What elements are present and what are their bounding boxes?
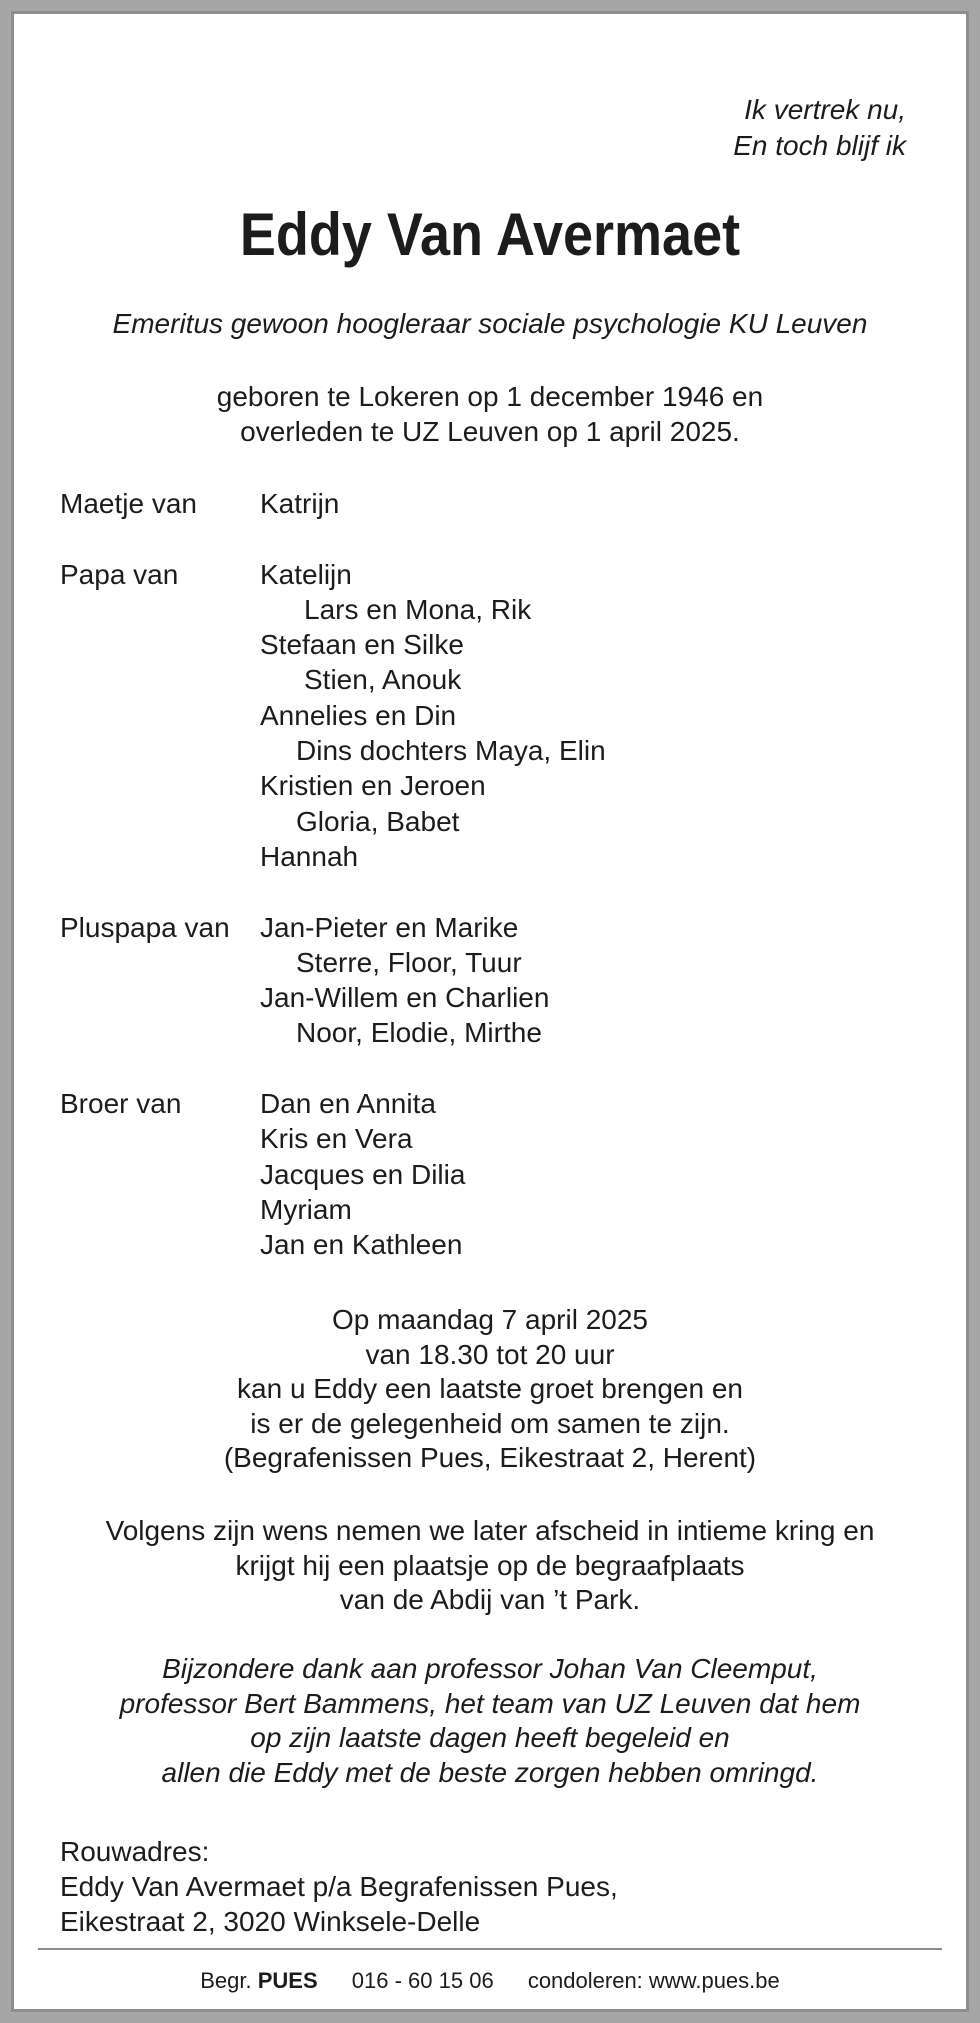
- address-line: Eddy Van Avermaet p/a Begrafenissen Pues,: [60, 1871, 618, 1902]
- family-list: [60, 486, 606, 1298]
- family-member: Jan en Kathleen: [260, 1229, 463, 1261]
- visitation-line: kan u Eddy een laatste groet brengen en: [237, 1373, 743, 1404]
- thanks-line: Bijzondere dank aan professor Johan Van Cleemput,: [162, 1653, 818, 1684]
- family-member: Stefaan en Silke: [260, 629, 464, 661]
- family-member: Myriam: [260, 1193, 352, 1225]
- wish-line: krijgt hij een plaatsje op de begraafplaats: [235, 1549, 745, 1581]
- family-group-partner: [60, 486, 606, 521]
- family-member: Katrijn: [260, 488, 340, 519]
- professional-title: Emeritus gewoon hoogleraar sociale psychologie KU Leuven: [112, 308, 868, 339]
- family-member: Jan-Pieter en Marike: [260, 911, 519, 943]
- motto: [733, 92, 906, 164]
- family-member: Lars en Mona, Rik: [304, 593, 532, 625]
- footer-condolences: condoleren: www.pues.be: [527, 1968, 780, 1993]
- family-members: [260, 1086, 465, 1262]
- family-member: Dins dochters Maya, Elin: [296, 735, 606, 767]
- wish-line: Volgens zijn wens nemen we later afscheid in intieme kring en: [105, 1515, 875, 1546]
- family-member: Jan-Willem en Charlien: [260, 982, 550, 1014]
- funeral-home-name: [200, 1968, 317, 1993]
- family-group-stepchildren: [60, 910, 606, 1051]
- visitation-line: (Begrafenissen Pues, Eikestraat 2, Herent): [223, 1442, 757, 1473]
- visitation-info: [14, 1303, 966, 1476]
- family-members: [260, 910, 549, 1051]
- family-member: Gloria, Babet: [296, 805, 460, 837]
- address-line: Rouwadres:: [60, 1836, 210, 1867]
- footer-prefix: Begr.: [200, 1968, 252, 1993]
- thanks-line: allen die Eddy met de beste zorgen hebben omringd.: [161, 1756, 819, 1788]
- family-label: Broer van: [60, 1088, 182, 1120]
- motto-line: Ik vertrek nu,: [744, 94, 906, 125]
- address-line: Eikestraat 2, 3020 Winksele-Delle: [60, 1906, 481, 1937]
- family-member: Noor, Elodie, Mirthe: [296, 1017, 542, 1049]
- mourning-address: [60, 1834, 618, 1939]
- family-member: Katelijn: [260, 558, 352, 590]
- visitation-line: Op maandag 7 april 2025: [332, 1304, 648, 1335]
- birth-death-info: [14, 380, 966, 449]
- family-member: Dan en Annita: [260, 1088, 436, 1120]
- obituary-card: [11, 11, 969, 2012]
- birth-line: geboren te Lokeren op 1 december 1946 en: [216, 381, 764, 412]
- farewell-wish: [14, 1514, 966, 1618]
- wish-line: van de Abdij van ’t Park.: [339, 1584, 641, 1615]
- footer-divider: [38, 1948, 942, 1950]
- footer-company: PUES: [257, 1968, 318, 1993]
- family-group-siblings: [60, 1086, 606, 1262]
- visitation-line: is er de gelegenheid om samen te zijn.: [250, 1407, 730, 1439]
- thanks-line: professor Bert Bammens, het team van UZ Leuven dat hem: [119, 1687, 861, 1719]
- family-members: [260, 486, 339, 521]
- family-member: Kristien en Jeroen: [260, 770, 486, 802]
- family-member: Jacques en Dilia: [260, 1158, 466, 1190]
- death-line: overleden te UZ Leuven op 1 april 2025.: [240, 415, 740, 447]
- acknowledgements: [14, 1652, 966, 1790]
- family-member: Annelies en Din: [260, 699, 457, 731]
- family-label: Papa van: [60, 558, 179, 590]
- family-member: Sterre, Floor, Tuur: [296, 946, 522, 978]
- family-label: Pluspapa van: [60, 911, 230, 943]
- deceased-name: Eddy Van Avermaet: [239, 201, 741, 268]
- motto-line: En toch blijf ik: [733, 130, 906, 161]
- family-member: Hannah: [260, 840, 359, 872]
- family-members: [260, 557, 606, 875]
- family-group-children: [60, 557, 606, 875]
- footer-phone: 016 - 60 15 06: [351, 1968, 494, 1993]
- family-member: Stien, Anouk: [304, 664, 462, 696]
- family-label: Maetje van: [60, 488, 197, 519]
- thanks-line: op zijn laatste dagen heeft begeleid en: [250, 1722, 730, 1753]
- funeral-home-footer: [14, 1966, 966, 1996]
- family-member: Kris en Vera: [260, 1123, 413, 1155]
- visitation-line: van 18.30 tot 20 uur: [365, 1338, 615, 1370]
